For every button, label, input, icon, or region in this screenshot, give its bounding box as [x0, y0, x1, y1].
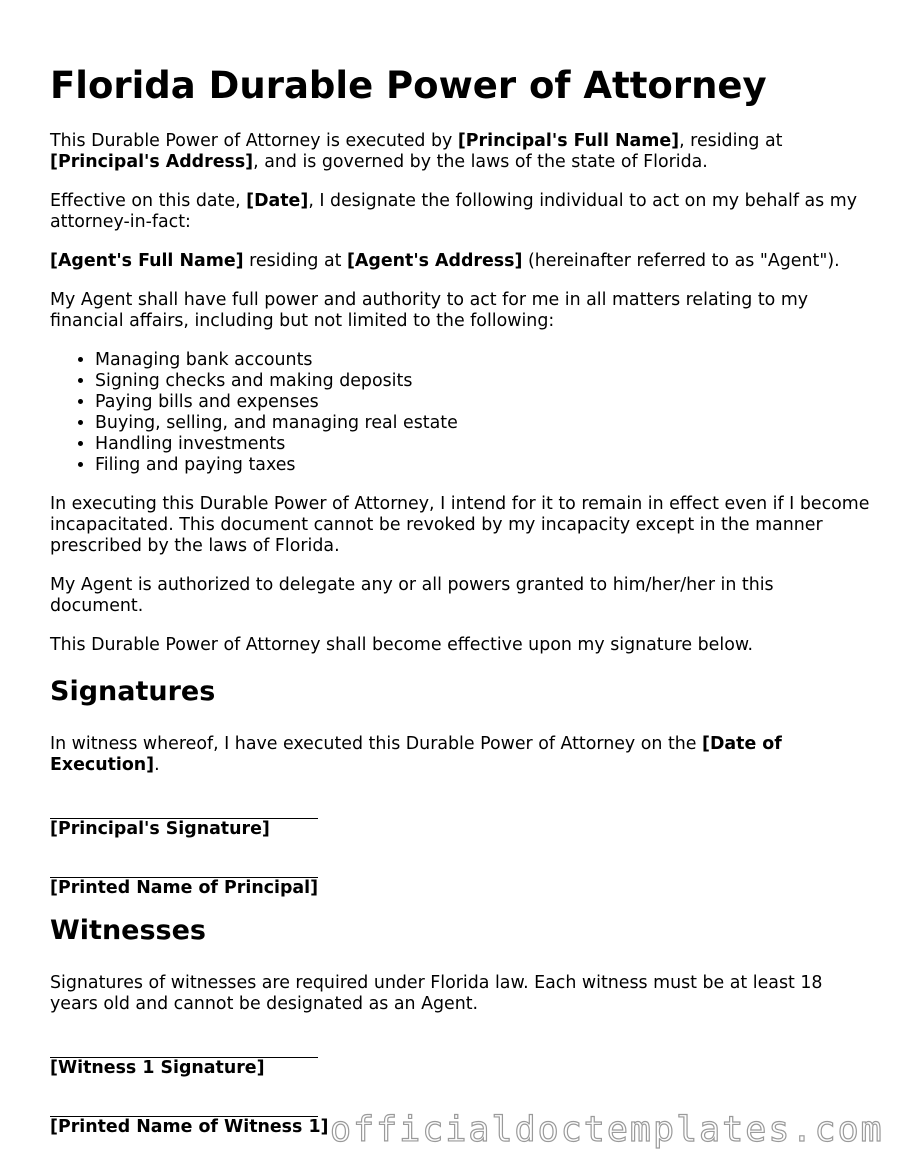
effective-date-paragraph	[50, 191, 870, 233]
agent-address-placeholder: [Agent's Address]	[346, 251, 523, 271]
witness-whereof-paragraph	[50, 734, 870, 776]
powers-intro-paragraph: My Agent shall have full power and authority to act for me in all matters relating to my financial affairs, including but not limited to the following:	[50, 290, 809, 331]
intro-text: This Durable Power of Attorney is executed by	[50, 131, 458, 151]
agent-paragraph	[50, 251, 870, 272]
list-item: • Buying, selling, and managing real estate	[95, 413, 870, 434]
agent-text: residing at	[243, 251, 347, 271]
agent-text: (hereinafter referred to as "Agent").	[522, 251, 840, 271]
intro-text: , and is governed by the laws of the state of Florida.	[253, 152, 708, 172]
principal-signature-block	[50, 796, 870, 840]
delegation-paragraph: My Agent is authorized to delegate any or all powers granted to him/her/her in this document.	[50, 575, 774, 616]
principal-signature-line[interactable]	[50, 796, 318, 819]
witness1-signature-line[interactable]	[50, 1035, 318, 1058]
list-item: • Handling investments	[95, 434, 870, 455]
principal-name-placeholder: [Principal's Full Name]	[457, 131, 680, 151]
list-item: • Paying bills and expenses	[95, 392, 870, 413]
witness-whereof-text: .	[154, 755, 160, 775]
witness-requirement-paragraph: Signatures of witnesses are required under Florida law. Each witness must be at least 18 years old and cannot be designated as an Agent.	[50, 973, 823, 1014]
effective-text: Effective on this date,	[50, 191, 247, 211]
witness1-signature-label: [Witness 1 Signature]	[50, 1058, 265, 1078]
list-item: • Managing bank accounts	[95, 350, 870, 371]
principal-signature-label: [Principal's Signature]	[50, 819, 270, 839]
effective-upon-paragraph: This Durable Power of Attorney shall become effective upon my signature below.	[50, 635, 754, 655]
principal-printed-name-label: [Printed Name of Principal]	[50, 878, 319, 898]
effective-text: , I designate the following individual to act on my behalf as my attorney-in-fact:	[50, 191, 858, 232]
list-item: • Filing and paying taxes	[95, 455, 870, 476]
date-placeholder: [Date]	[246, 191, 309, 211]
witness1-printed-name-line[interactable]	[50, 1094, 318, 1117]
agent-name-placeholder: [Agent's Full Name]	[50, 251, 244, 271]
list-item: • Signing checks and making deposits	[95, 371, 870, 392]
principal-address-placeholder: [Principal's Address]	[50, 152, 254, 172]
incapacity-paragraph: In executing this Durable Power of Attorney, I intend for it to remain in effect even if I become incapacitated. This document cannot be revoked by my incapacity except in the manner prescribed by the laws of Florida.	[50, 494, 870, 556]
principal-printed-name-line[interactable]	[50, 855, 318, 878]
intro-paragraph	[50, 131, 870, 173]
witness1-printed-name-label: [Printed Name of Witness 1]	[50, 1117, 329, 1137]
signatures-heading: Signatures	[50, 676, 216, 707]
document-body	[50, 131, 870, 1153]
powers-list	[50, 350, 870, 476]
execution-date-placeholder: [Date of Execution]	[50, 734, 782, 775]
principal-printed-name-block	[50, 855, 870, 899]
intro-text: , residing at	[679, 131, 783, 151]
watermark-text: officialdoctemplates.com	[330, 1110, 884, 1150]
witnesses-heading: Witnesses	[50, 915, 207, 946]
witness1-signature-block	[50, 1035, 870, 1079]
document-title: Florida Durable Power of Attorney	[50, 64, 767, 107]
witness-whereof-text: In witness whereof, I have executed this Durable Power of Attorney on the	[50, 734, 703, 754]
